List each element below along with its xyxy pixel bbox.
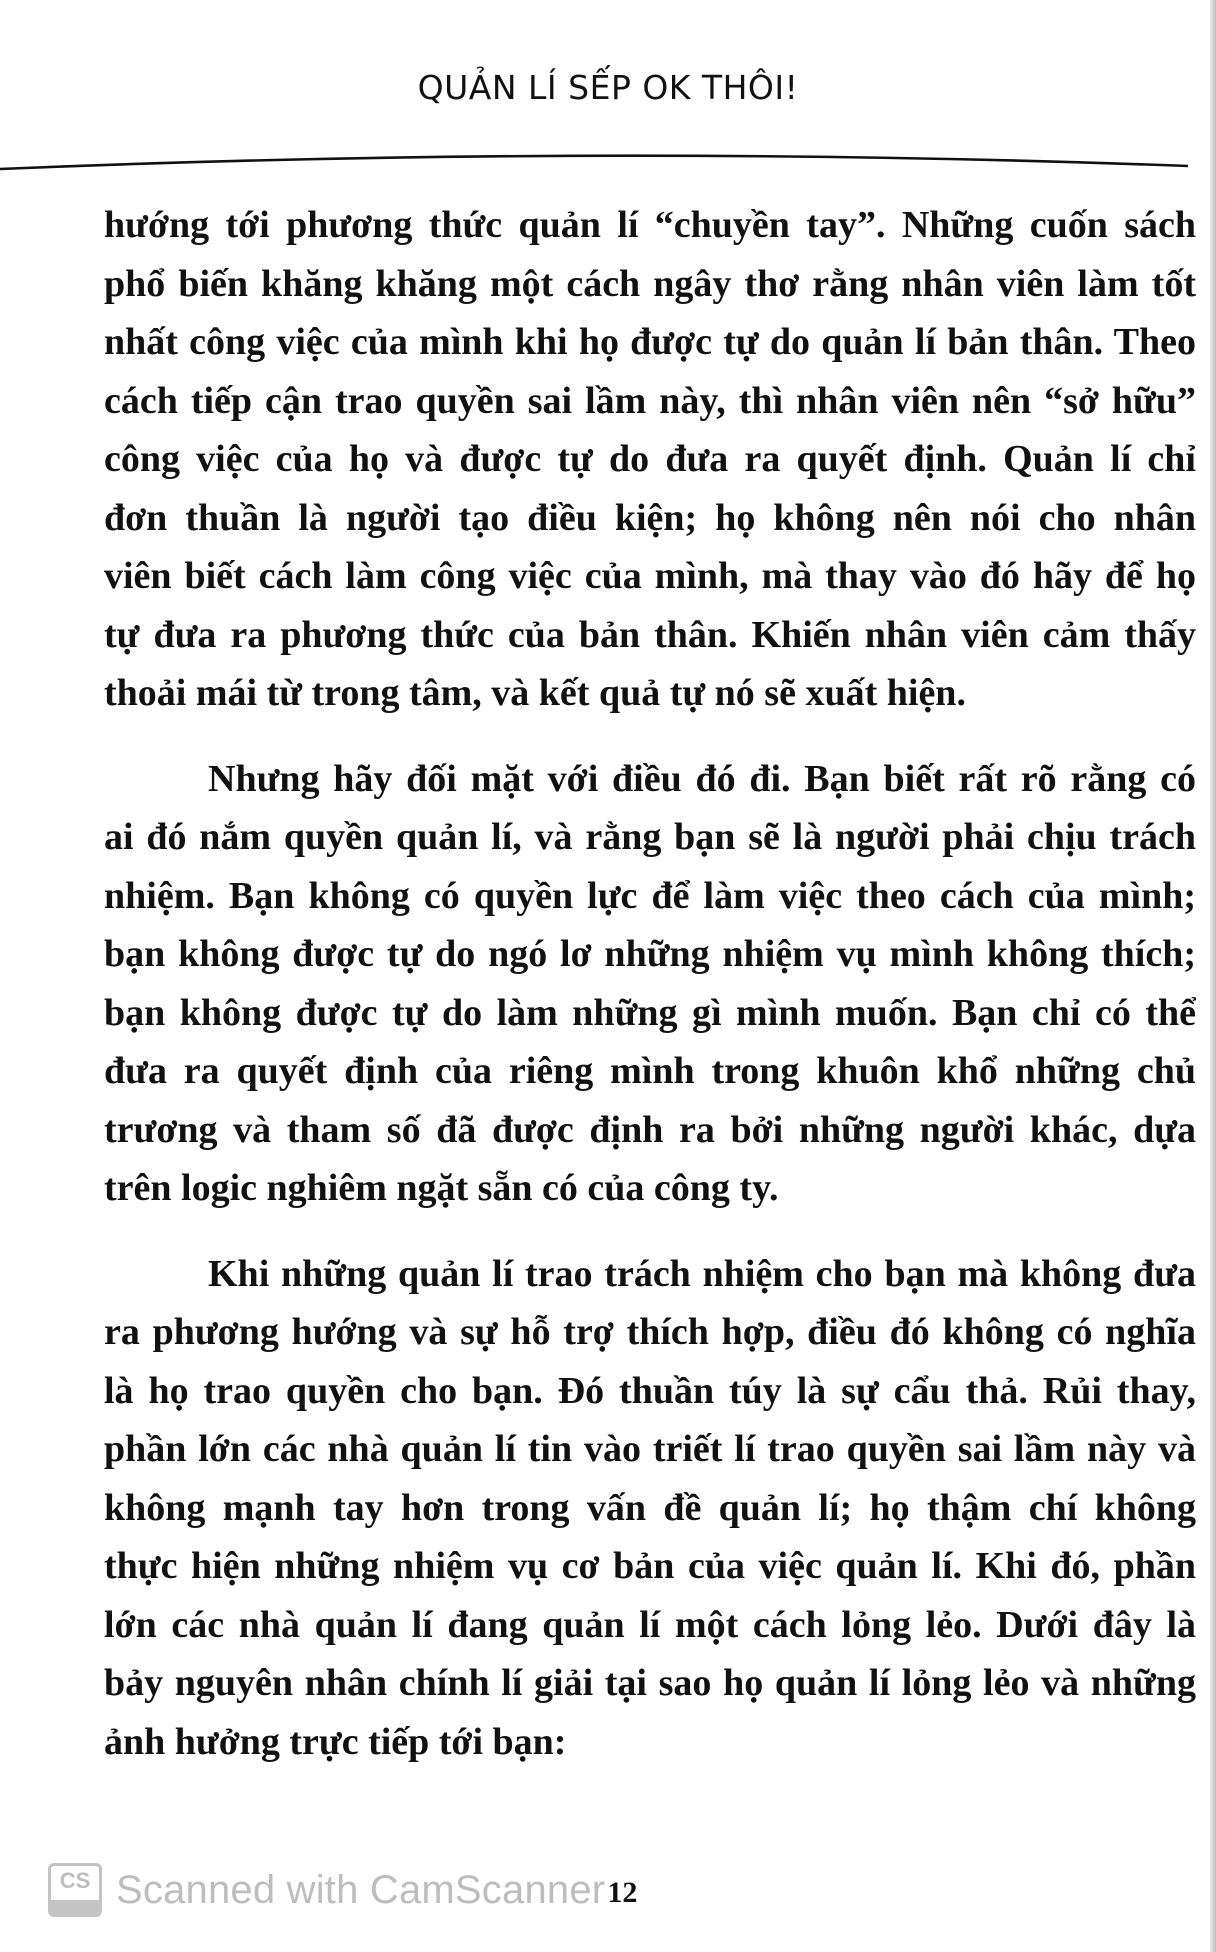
paragraph-1 — [104, 196, 1196, 723]
text-line: phần lớn các nhà quản lí tin vào triết lí trao quyền sai lầm này và — [104, 1428, 1196, 1470]
text-line: thoải mái từ trong tâm, và kết quả tự nó sẽ xuất hiện. — [104, 672, 966, 714]
text-line: phổ biến khăng khăng một cách ngây thơ rằng nhân viên làm tốt — [104, 262, 1196, 305]
header-rule — [0, 148, 1200, 178]
text-line: Khi những quản lí trao trách nhiệm cho bạn mà không đưa — [208, 1252, 1196, 1295]
text-line: công việc của họ và được tự do đưa ra quyết định. Quản lí chỉ — [104, 438, 1196, 480]
text-line: bảy nguyên nhân chính lí giải tại sao họ quản lí lỏng lẻo và những — [104, 1662, 1196, 1704]
text-line: ra phương hướng và sự hỗ trợ thích hợp, điều đó không có nghĩa — [104, 1311, 1196, 1353]
running-header: QUẢN LÍ SẾP OK THÔI! — [417, 68, 799, 107]
text-line: không mạnh tay hơn trong vấn đề quản lí; họ thậm chí không — [104, 1486, 1196, 1529]
paragraph-3 — [104, 1245, 1196, 1772]
text-line: lớn các nhà quản lí đang quản lí một cách lỏng lẻo. Dưới đây là — [104, 1603, 1196, 1646]
text-line: hướng tới phương thức quản lí “chuyền tay”. Những cuốn sách — [104, 204, 1196, 246]
text-line: thực hiện những nhiệm vụ cơ bản của việc quản lí. Khi đó, phần — [104, 1545, 1196, 1587]
paragraph-2 — [104, 750, 1196, 1218]
scan-watermark: Scanned with CamScanner — [116, 1867, 606, 1912]
text-line: nhiệm. Bạn không có quyền lực để làm việc theo cách của mình; — [104, 874, 1196, 917]
text-line: ai đó nắm quyền quản lí, và rằng bạn sẽ là người phải chịu trách — [104, 816, 1196, 858]
text-line: trên logic nghiêm ngặt sẵn có của công ty. — [104, 1167, 779, 1209]
text-line: nhất công việc của mình khi họ được tự do quản lí bản thân. Theo — [104, 321, 1196, 363]
body-text — [104, 196, 1196, 1771]
text-line: là họ trao quyền cho bạn. Đó thuần túy là sự cẩu thả. Rủi thay, — [104, 1369, 1196, 1412]
text-line: bạn không được tự do ngó lơ những nhiệm vụ mình không thích; — [104, 933, 1196, 975]
text-line: tự đưa ra phương thức của bản thân. Khiến nhân viên cảm thấy — [104, 613, 1196, 656]
text-line: đơn thuần là người tạo điều kiện; họ không nên nói cho nhân — [104, 496, 1196, 539]
text-line: ảnh hưởng trực tiếp tới bạn: — [104, 1720, 567, 1763]
scanner-footer — [48, 1860, 637, 1920]
text-line: viên biết cách làm công việc của mình, mà thay vào đó hãy để họ — [104, 555, 1196, 597]
text-line: bạn không được tự do làm những gì mình muốn. Bạn chỉ có thể — [104, 991, 1196, 1034]
text-line: đưa ra quyết định của riêng mình trong khuôn khổ những chủ — [104, 1050, 1196, 1092]
camscanner-logo-icon: CS — [48, 1863, 102, 1917]
text-line: Nhưng hãy đối mặt với điều đó đi. Bạn biết rất rõ rằng có — [208, 757, 1196, 800]
page-edge-shadow — [1210, 0, 1216, 1952]
page-number: 12 — [607, 1876, 638, 1909]
text-line: cách tiếp cận trao quyền sai lầm này, thì nhân viên nên “sở hữu” — [104, 379, 1196, 422]
text-line: trương và tham số đã được định ra bởi những người khác, dựa — [104, 1108, 1196, 1151]
